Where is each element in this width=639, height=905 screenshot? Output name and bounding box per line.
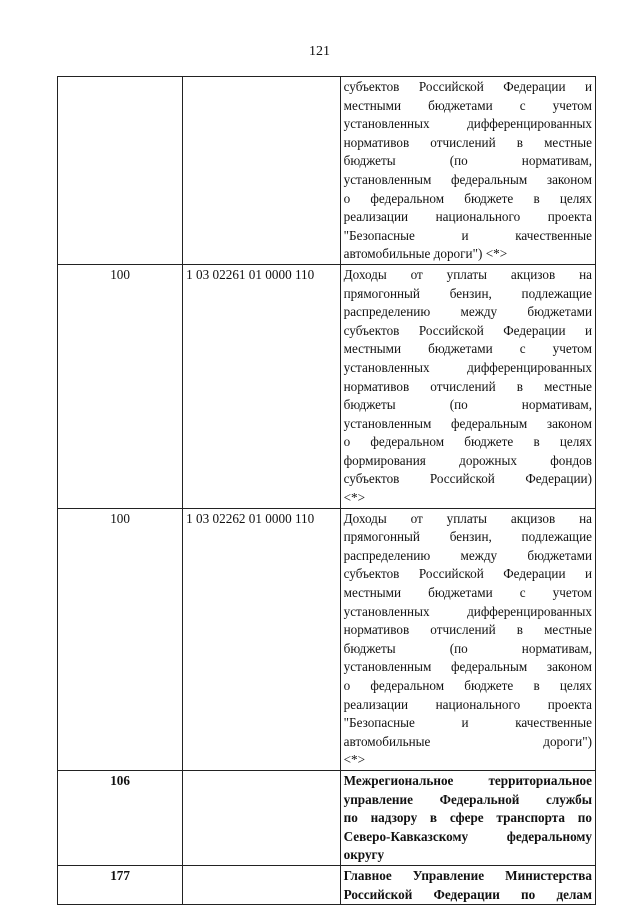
revenue-code-cell: 1 03 02261 01 0000 110 <box>183 264 340 508</box>
description-line: местными бюджетами с учетом <box>343 97 592 113</box>
admin-code-cell: 177 <box>58 865 183 904</box>
description-line: реализации национального проекта <box>343 696 592 712</box>
description-line: установленных дифференцированных <box>343 116 592 132</box>
description-line: нормативов отчислений в местные <box>343 622 592 638</box>
description-cell <box>340 770 595 865</box>
description-line: распределению между бюджетами <box>343 304 592 320</box>
revenue-table <box>57 76 596 905</box>
description-line: прямогонный бензин, подлежащие <box>343 285 592 301</box>
description-line: бюджеты (по нормативам, <box>343 397 592 413</box>
description-cell <box>340 77 595 265</box>
description-line: <*> <box>343 752 366 768</box>
description-line: субъектов Российской Федерации) <box>343 471 592 487</box>
description-line: "Безопасные и качественные <box>343 227 592 243</box>
table-row <box>58 508 596 770</box>
description-line: нормативов отчислений в местные <box>343 378 592 394</box>
description-line: установленным федеральным законом <box>343 171 592 187</box>
description-cell <box>340 508 595 770</box>
revenue-code-cell <box>183 770 340 865</box>
admin-code-cell: 100 <box>58 264 183 508</box>
description-line: местными бюджетами с учетом <box>343 585 592 601</box>
description-line: автомобильные дороги") <*> <box>343 246 508 262</box>
description-line: местными бюджетами с учетом <box>343 341 592 357</box>
description-line: установленным федеральным законом <box>343 659 592 675</box>
description-line: Межрегиональное территориальное <box>343 772 592 788</box>
description-line: <*> <box>343 490 366 506</box>
page-number: 121 <box>309 44 330 59</box>
table-row <box>58 865 596 904</box>
description-line: по надзору в сфере транспорта по <box>343 810 592 826</box>
description-line: Доходы от уплаты акцизов на <box>343 266 592 282</box>
description-line: управление Федеральной службы <box>343 791 592 807</box>
table-row <box>58 770 596 865</box>
description-line: установленным федеральным законом <box>343 415 592 431</box>
table-row <box>58 77 596 265</box>
description-line: субъектов Российской Федерации и <box>343 79 592 94</box>
description-line: нормативов отчислений в местные <box>343 134 592 150</box>
description-line: субъектов Российской Федерации и <box>343 566 592 582</box>
revenue-code-cell <box>183 77 340 265</box>
description-line: Главное Управление Министерства <box>343 867 592 883</box>
revenue-code-cell <box>183 865 340 904</box>
description-line: Российской Федерации по делам <box>343 886 592 902</box>
description-line: Доходы от уплаты акцизов на <box>343 510 592 526</box>
description-line: субъектов Российской Федерации и <box>343 322 592 338</box>
description-line: установленных дифференцированных <box>343 603 592 619</box>
table-row <box>58 264 596 508</box>
description-line: бюджеты (по нормативам, <box>343 640 592 656</box>
revenue-code-cell: 1 03 02262 01 0000 110 <box>183 508 340 770</box>
admin-code-cell: 100 <box>58 508 183 770</box>
admin-code-cell <box>58 77 183 265</box>
description-line: установленных дифференцированных <box>343 359 592 375</box>
description-line: Северо-Кавказскому федеральному <box>343 828 592 844</box>
description-line: реализации национального проекта <box>343 209 592 225</box>
description-line: округу <box>343 847 385 863</box>
description-cell <box>340 865 595 904</box>
description-line: формирования дорожных фондов <box>343 452 592 468</box>
description-line: о федеральном бюджете в целях <box>343 678 592 693</box>
description-line: "Безопасные и качественные <box>343 715 592 731</box>
description-line: о федеральном бюджете в целях <box>343 434 592 450</box>
description-line: распределению между бюджетами <box>343 547 592 563</box>
description-line: бюджеты (по нормативам, <box>343 153 592 169</box>
description-cell <box>340 264 595 508</box>
description-line: о федеральном бюджете в целях <box>343 190 592 206</box>
description-line: автомобильные дороги") <box>343 733 592 749</box>
admin-code-cell: 106 <box>58 770 183 865</box>
description-line: прямогонный бензин, подлежащие <box>343 529 592 545</box>
table-body <box>58 77 596 905</box>
